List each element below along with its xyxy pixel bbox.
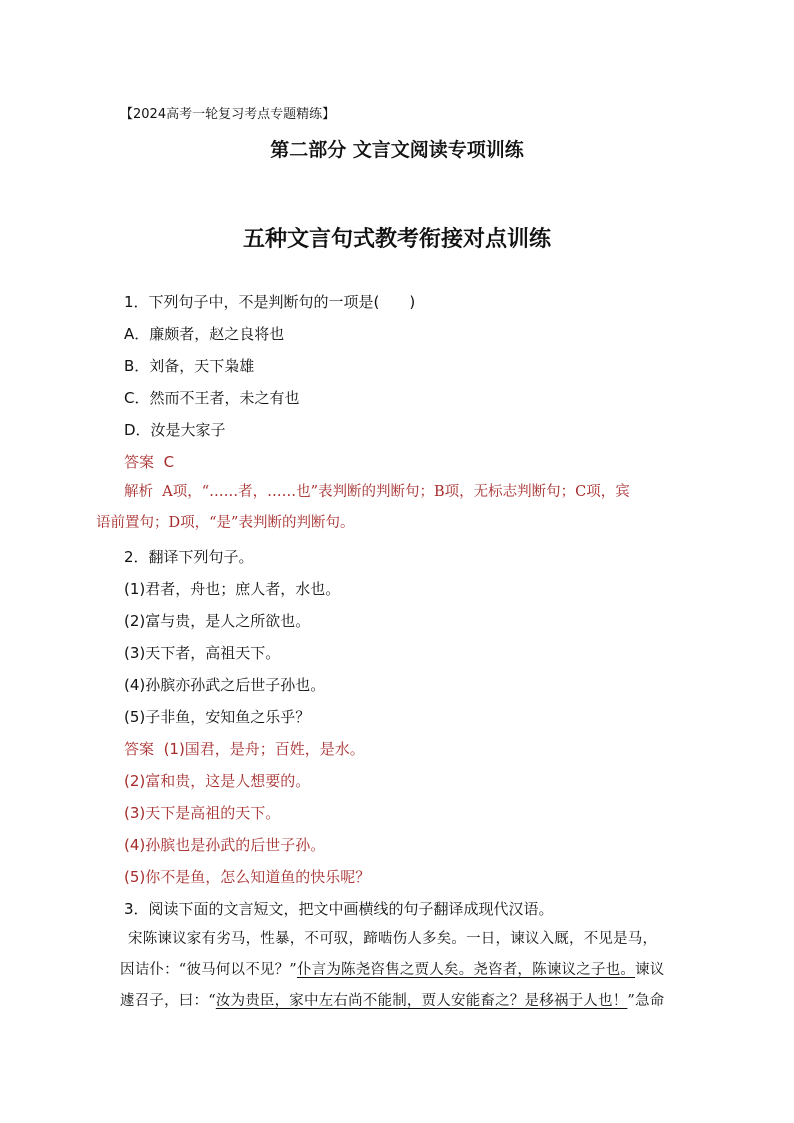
part-heading: 第二部分 文言文阅读专项训练: [270, 139, 524, 161]
q3-stem: 3．阅读下面的文言短文，把文中画横线的句子翻译成现代汉语。: [124, 900, 554, 918]
q2-answer-3: (3)天下是高祖的天下。: [124, 804, 281, 822]
q2-item-1: (1)君者，舟也；庶人者，水也。: [124, 580, 341, 598]
q1-answer: [124, 451, 174, 472]
q3-passage-line2: 因诘仆：“彼马何以不见？”仆言为陈尧咨售之贾人矣。尧咨者，陈谏议之子也。谏议: [120, 962, 665, 978]
q1-option-c: C．然而不王者，未之有也: [124, 389, 300, 407]
q2-answer-1: 答案 (1)国君，是舟；百姓，是水。: [124, 740, 365, 758]
q3-passage: [120, 924, 710, 1017]
q2-item-4: (4)孙膑亦孙武之后世子孙也。: [124, 676, 326, 694]
q3-underlined-sentence-2: 汝为贵臣，家中左右尚不能制，贾人安能畜之？是移祸于人也！: [215, 993, 628, 1009]
q2-item-2: (2)富与贵，是人之所欲也。: [124, 612, 311, 630]
q1-stem: 1．下列句子中，不是判断句的一项是( ): [124, 293, 416, 311]
q2-answer-label: 答案: [124, 740, 155, 758]
series-tag: 【2024高考一轮复习考点专题精练】: [120, 107, 336, 122]
q3-passage-line1: 宋陈谏议家有劣马，性暴，不可驭，蹄啮伤人多矣。一日，谏议入厩，不见是马，: [128, 931, 658, 947]
q1-explanation-line2: 语前置句；D项，“是”表判断的判断句。: [96, 515, 355, 531]
q1-option-d: D．汝是大家子: [124, 421, 226, 439]
q1-explain-label: 解析: [124, 484, 153, 500]
q1-answer-label: 答案: [124, 453, 155, 471]
q2-stem: 2．翻译下列句子。: [124, 548, 254, 566]
q2-answer-4: (4)孙膑也是孙武的后世子孙。: [124, 836, 326, 854]
q3-passage-line3: 遽召子，曰：“汝为贵臣，家中左右尚不能制，贾人安能畜之？是移祸于人也！”急命: [120, 993, 665, 1009]
q1-answer-value: C: [163, 453, 175, 471]
q2-answer-2: (2)富和贵，这是人想要的。: [124, 772, 311, 790]
q1-option-a: A．廉颇者，赵之良将也: [124, 325, 285, 343]
q2-answer-5: (5)你不是鱼，怎么知道鱼的快乐呢？: [124, 868, 371, 886]
q2-item-5: (5)子非鱼，安知鱼之乐乎？: [124, 708, 311, 726]
q1-explanation: [96, 477, 698, 539]
q1-option-b: B．刘备，天下枭雄: [124, 357, 255, 375]
q3-underlined-sentence-1: 仆言为陈尧咨售之贾人矣。尧咨者，陈谏议之子也。: [296, 962, 636, 978]
page-title: 五种文言句式教考衔接对点训练: [242, 227, 551, 252]
q2-item-3: (3)天下者，高祖天下。: [124, 644, 281, 662]
q1-explanation-line1: 解析 A项，“……者，……也”表判断的判断句；B项，无标志判断句；C项，宾: [124, 484, 630, 500]
